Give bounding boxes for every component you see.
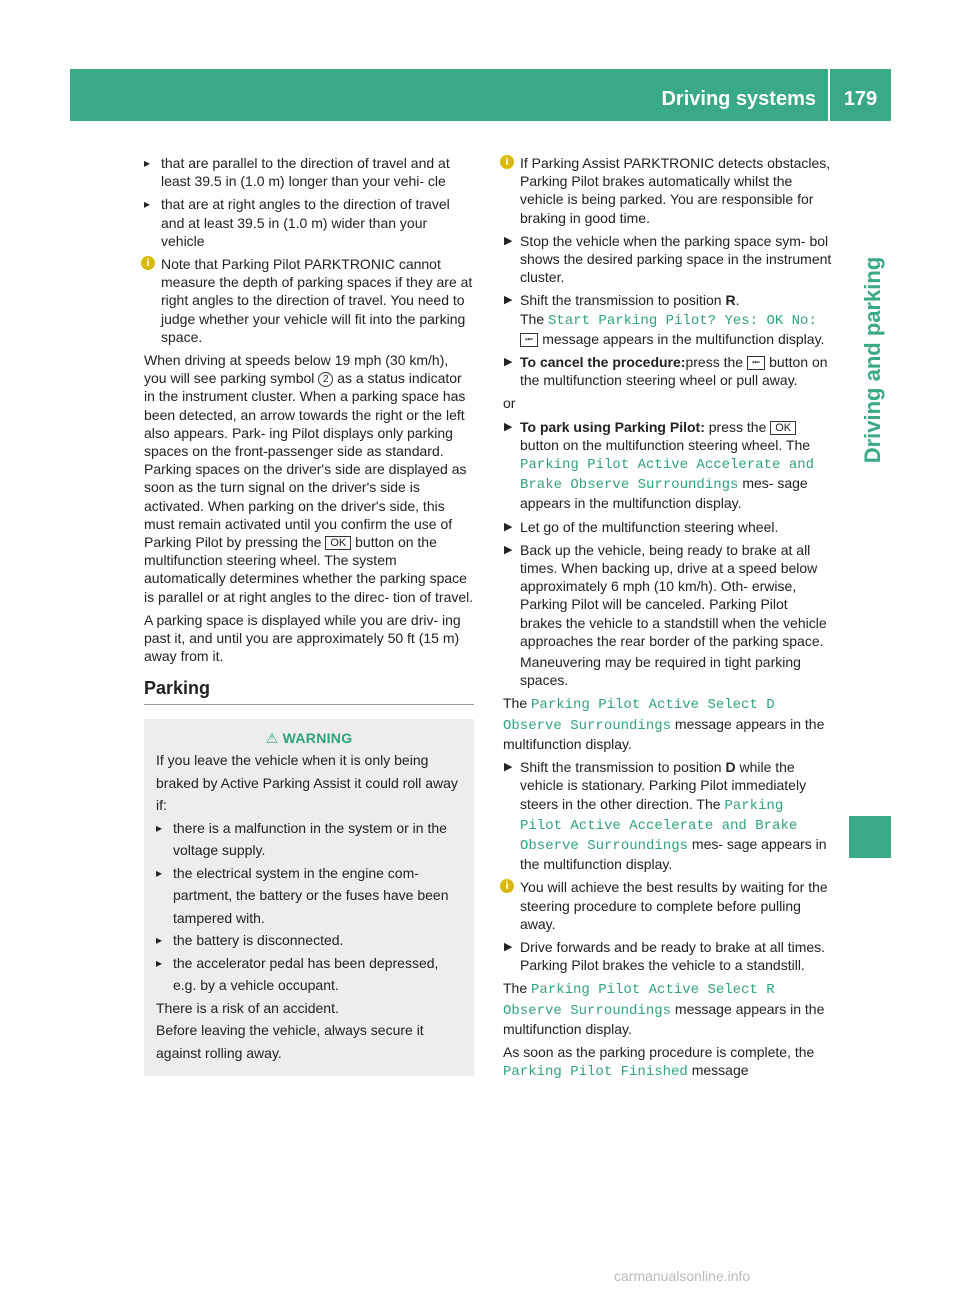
step-item: ▶ Shift the transmission to position D while the vehicle is stationary. Parking Pilot immediately steers in the other direction. The Parking Pilot Active Accelerate and Brake Observe Surroundings mes- sage appears in the multifunction display. xyxy=(503,758,833,873)
ok-key-icon: OK xyxy=(770,421,796,435)
display-message: Start Parking Pilot? Yes: OK No: xyxy=(548,312,817,329)
info-note: i If Parking Assist PARKTRONIC detects obstacles, Parking Pilot brakes automatically whilst the vehicle is being parked. You are responsible for braking in good time. xyxy=(503,154,833,227)
display-message: Parking Pilot Active Select D Observe Surroundings xyxy=(503,697,775,734)
warning-item: ▸ the accelerator pedal has been depressed, e.g. by a vehicle occupant. xyxy=(156,952,462,997)
section-label: Driving and parking xyxy=(860,256,885,464)
warning-risk: There is a risk of an accident. xyxy=(156,999,339,1016)
step-item: ▶ To park using Parking Pilot: press the OK button on the multifunction steering wheel. The Parking Pilot Active Accelerate and Brake Observe Surroundings mes- sage appears in the multifunction display. xyxy=(503,418,833,513)
display-message: Parking Pilot Finished xyxy=(503,1064,688,1081)
paragraph: or xyxy=(503,395,516,412)
warning-item: ▸ the battery is disconnected. xyxy=(156,929,462,952)
paragraph: A parking space is displayed while you are driv- ing past it, and until you are approximately 50 ft (15 m) away from it. xyxy=(144,611,461,665)
section-heading: Parking xyxy=(144,678,211,699)
warning-advice: Before leaving the vehicle, always secure it against rolling away. xyxy=(156,1022,424,1061)
header-title: Driving systems xyxy=(661,88,816,110)
paragraph: As soon as the parking procedure is complete, the Parking Pilot Finished message xyxy=(503,1043,815,1081)
left-column xyxy=(144,154,474,1076)
list-item: ▸ that are parallel to the direction of travel and at least 39.5 in (1.0 m) longer than your vehi- cle xyxy=(144,154,474,190)
warning-item: ▸ there is a malfunction in the system or in the voltage supply. xyxy=(156,817,462,862)
list-item: ▸ that are at right angles to the direction of travel and at least 39.5 in (1.0 m) wider than your vehicle xyxy=(144,195,474,250)
back-arrow-icon: ⭰ xyxy=(747,356,765,370)
display-message: Parking Pilot Active Accelerate and Brake Observe Surroundings xyxy=(520,797,798,854)
parking-symbol-icon: 2 xyxy=(318,372,333,387)
info-note: i You will achieve the best results by waiting for the steering procedure to complete before pulling away. xyxy=(503,878,833,933)
info-icon: i xyxy=(500,879,514,893)
step-item: ▶ Drive forwards and be ready to brake at all times. Parking Pilot brakes the vehicle to a standstill. xyxy=(503,938,833,974)
step-item: ▶ To cancel the procedure:press the ⭰ button on the multifunction steering wheel or pull away. xyxy=(503,353,833,389)
page-number: 179 xyxy=(843,88,878,110)
page-header xyxy=(70,69,891,121)
step-item: ▶ Shift the transmission to position R. The Start Parking Pilot? Yes: OK No: ⭰ message appears in the multifunction display. xyxy=(503,291,833,348)
warning-header: ⚠ WARNING xyxy=(265,729,353,746)
warning-box xyxy=(144,719,474,1077)
info-icon: i xyxy=(500,155,514,169)
warning-item: ▸ the electrical system in the engine com- partment, the battery or the fuses have been tampered with. xyxy=(156,862,462,930)
step-item: ▶ Let go of the multifunction steering wheel. xyxy=(503,518,833,536)
right-column xyxy=(503,154,833,1086)
step-item: ▶ Stop the vehicle when the parking space sym- bol shows the desired parking space in the instrument cluster. xyxy=(503,232,833,287)
warning-triangle-icon: ⚠ xyxy=(265,729,279,746)
paragraph: The Parking Pilot Active Select R Observe Surroundings message appears in the multifunction display. xyxy=(503,980,825,1037)
back-arrow-icon: ⭰ xyxy=(520,333,538,347)
warning-intro: If you leave the vehicle when it is only being braked by Active Parking Assist it could roll away if: xyxy=(156,752,458,814)
info-note: i Note that Parking Pilot PARKTRONIC cannot measure the depth of parking spaces if they are at right angles to the direction of travel. You need to judge whether your vehicle will fit into the parking space. xyxy=(144,255,474,346)
info-icon: i xyxy=(141,256,155,270)
step-item: ▶ Back up the vehicle, being ready to brake at all times. When backing up, drive at a speed below approximately 6 mph (10 km/h). Oth- erwise, Parking Pilot will be canceled. Parking Pilot brakes the vehicle to a standstill when the vehicle approaches the rear border of the parking space. Maneuvering may be required in tight parking spaces. xyxy=(503,541,833,690)
display-message: Parking Pilot Active Select R Observe Surroundings xyxy=(503,982,775,1019)
ok-key-icon: OK xyxy=(325,536,351,550)
section-tab xyxy=(849,816,891,858)
display-message: Parking Pilot Active Accelerate and Brake Observe Surroundings xyxy=(520,457,815,494)
watermark: carmanualsonline.info xyxy=(614,1268,751,1284)
paragraph: The Parking Pilot Active Select D Observe Surroundings message appears in the multifunction display. xyxy=(503,695,825,752)
paragraph: When driving at speeds below 19 mph (30 km/h), you will see parking symbol 2 as a status indicator in the instrument cluster. When a parking space has been detected, an arrow towards the right or the left also appears. Park- ing Pilot displays only parking spaces on the front-passenger side as standard. Parking spaces on the driver's side are displayed as soon as the turn signal on the driver's side is activated. When parking on the driver's side, this must remain activated until you confirm the use of Parking Pilot by pressing the OK button on the multifunction steering wheel. The system automatically determines whether the parking space is parallel or at right angles to the direc- tion of travel. xyxy=(144,352,474,605)
heading-rule xyxy=(144,704,474,705)
